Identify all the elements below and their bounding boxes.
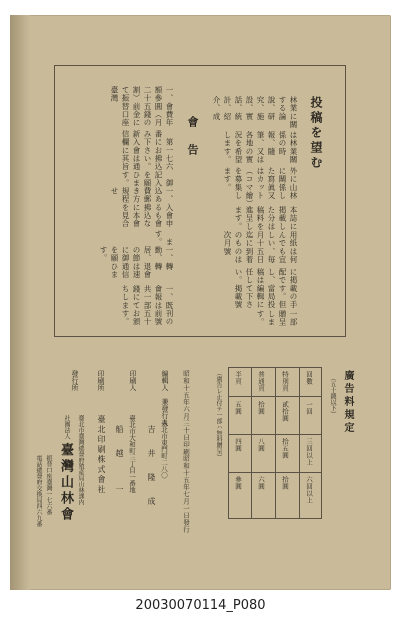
printer-name: 船 越 一 <box>115 425 124 497</box>
editor-address: 臺北市東門町二八〇 <box>160 420 168 479</box>
rates-cell: 拾圓 <box>257 401 265 415</box>
contrib-line: に掲載の手配です。但し、當局投稿は編輯に任して下さい。掲載號 <box>234 268 298 309</box>
phone-number: 電話總督府交換局四六九番 <box>35 455 42 527</box>
publisher-label: 發行所 <box>71 370 79 391</box>
page-gutter <box>10 15 30 590</box>
rates-head: 六回以上 <box>305 476 313 504</box>
rates-cell: 貳拾圓 <box>281 401 289 422</box>
contrib-line: 林業に關する論說、研究、施設、實話、統計、紹介、成 <box>212 96 298 129</box>
printer-label: 印刷人 <box>129 370 137 391</box>
print-date: 昭和十五年六月三十日印刷 <box>182 370 190 456</box>
rates-table <box>228 367 322 519</box>
publisher-address: 臺北市臺灣總督府殖產局山林課内 <box>77 415 84 505</box>
press-label: 印刷所 <box>97 370 105 391</box>
contrib-line: 外に山林に關係した寫眞又はカット（コマ繪）を募集します。 <box>223 166 298 204</box>
press-name: 臺北印刷株式會社 <box>97 415 106 495</box>
notice-body <box>98 86 175 326</box>
rates-head: 三回以上 <box>305 438 313 466</box>
contrib-line: 用紙は何んでも宜しい、毎月十五日迄に到着のものは次月號 <box>223 230 298 264</box>
rates-cell: 參圓 <box>234 476 242 490</box>
rates-cell: 五圓 <box>234 401 242 415</box>
upper-box <box>54 65 346 337</box>
printer-address: 臺北市大和町三丁目一番地 <box>128 415 136 493</box>
rates-cell: 拾圓 <box>281 476 289 490</box>
notice-item: 御記入を願ひます。 <box>121 170 174 188</box>
image-caption: 20030070114_P080 <box>135 598 266 613</box>
notice-item: 一、入會申込あるも會費郵拂込なき方に本會規程を見合せ <box>110 187 174 228</box>
notice-item: 一、既刊の會報は前號共一部五十錢にてお頒ちします。 <box>121 285 174 326</box>
editor-name: 吉 井 隆 成 <box>147 425 156 509</box>
publisher-sub: 社團法人 <box>63 415 70 439</box>
rates-cell: 六圓 <box>257 476 265 490</box>
rates-footer: （廣告レ止付テ一部ハ無料贈呈） <box>215 370 222 460</box>
issue-date: 昭和十五年七月一日發行 <box>182 455 190 534</box>
contrib-title: 投稿を望む <box>309 96 323 171</box>
notice-item: 一、轉勤、轉居、退會の節は速に御通信を願ひます。 <box>99 245 174 279</box>
postal-account: 振替口座臺灣一七六番 <box>45 455 52 515</box>
notice-item: 一、會費年額參圓（月二十五錢の割）前金にて振替口座臺灣 <box>110 86 174 127</box>
editor-label: 編輯人 兼發行人 <box>161 370 169 426</box>
rates-head: 一回 <box>305 401 313 415</box>
contrib-body <box>211 96 299 326</box>
contrib-line: 一部贈呈します。 <box>256 309 298 326</box>
publisher-name: 臺灣山林會 <box>58 443 73 523</box>
rates-cell: 普通頁 <box>257 371 265 392</box>
rates-cell: 特別頁 <box>281 371 289 392</box>
rates-cell: 半頁 <box>234 371 242 385</box>
notice-title: 會 告 <box>186 116 199 158</box>
rates-cell: 八圓 <box>257 438 265 452</box>
colophon-dates <box>180 370 191 533</box>
document-page <box>10 15 391 590</box>
notice-item: ます。 <box>154 229 174 246</box>
rates-note: （五十錢以下） <box>329 375 336 417</box>
rates-title: 廣告料規定 <box>342 370 353 435</box>
rates-cell: 拾五圓 <box>281 438 289 459</box>
contrib-line: は林業關係の時報、隨筆、又は各地の實況を希望します。 <box>223 130 298 164</box>
contrib-line: 本誌に掲載した分は稿料を進呈します。 <box>234 205 298 230</box>
notice-item: 第一七六番にお拂込み下さい。新入會は通信欄に其旨 <box>121 130 174 171</box>
rates-cell: 四圓 <box>234 438 242 452</box>
rates-head: 回數 <box>305 371 313 385</box>
